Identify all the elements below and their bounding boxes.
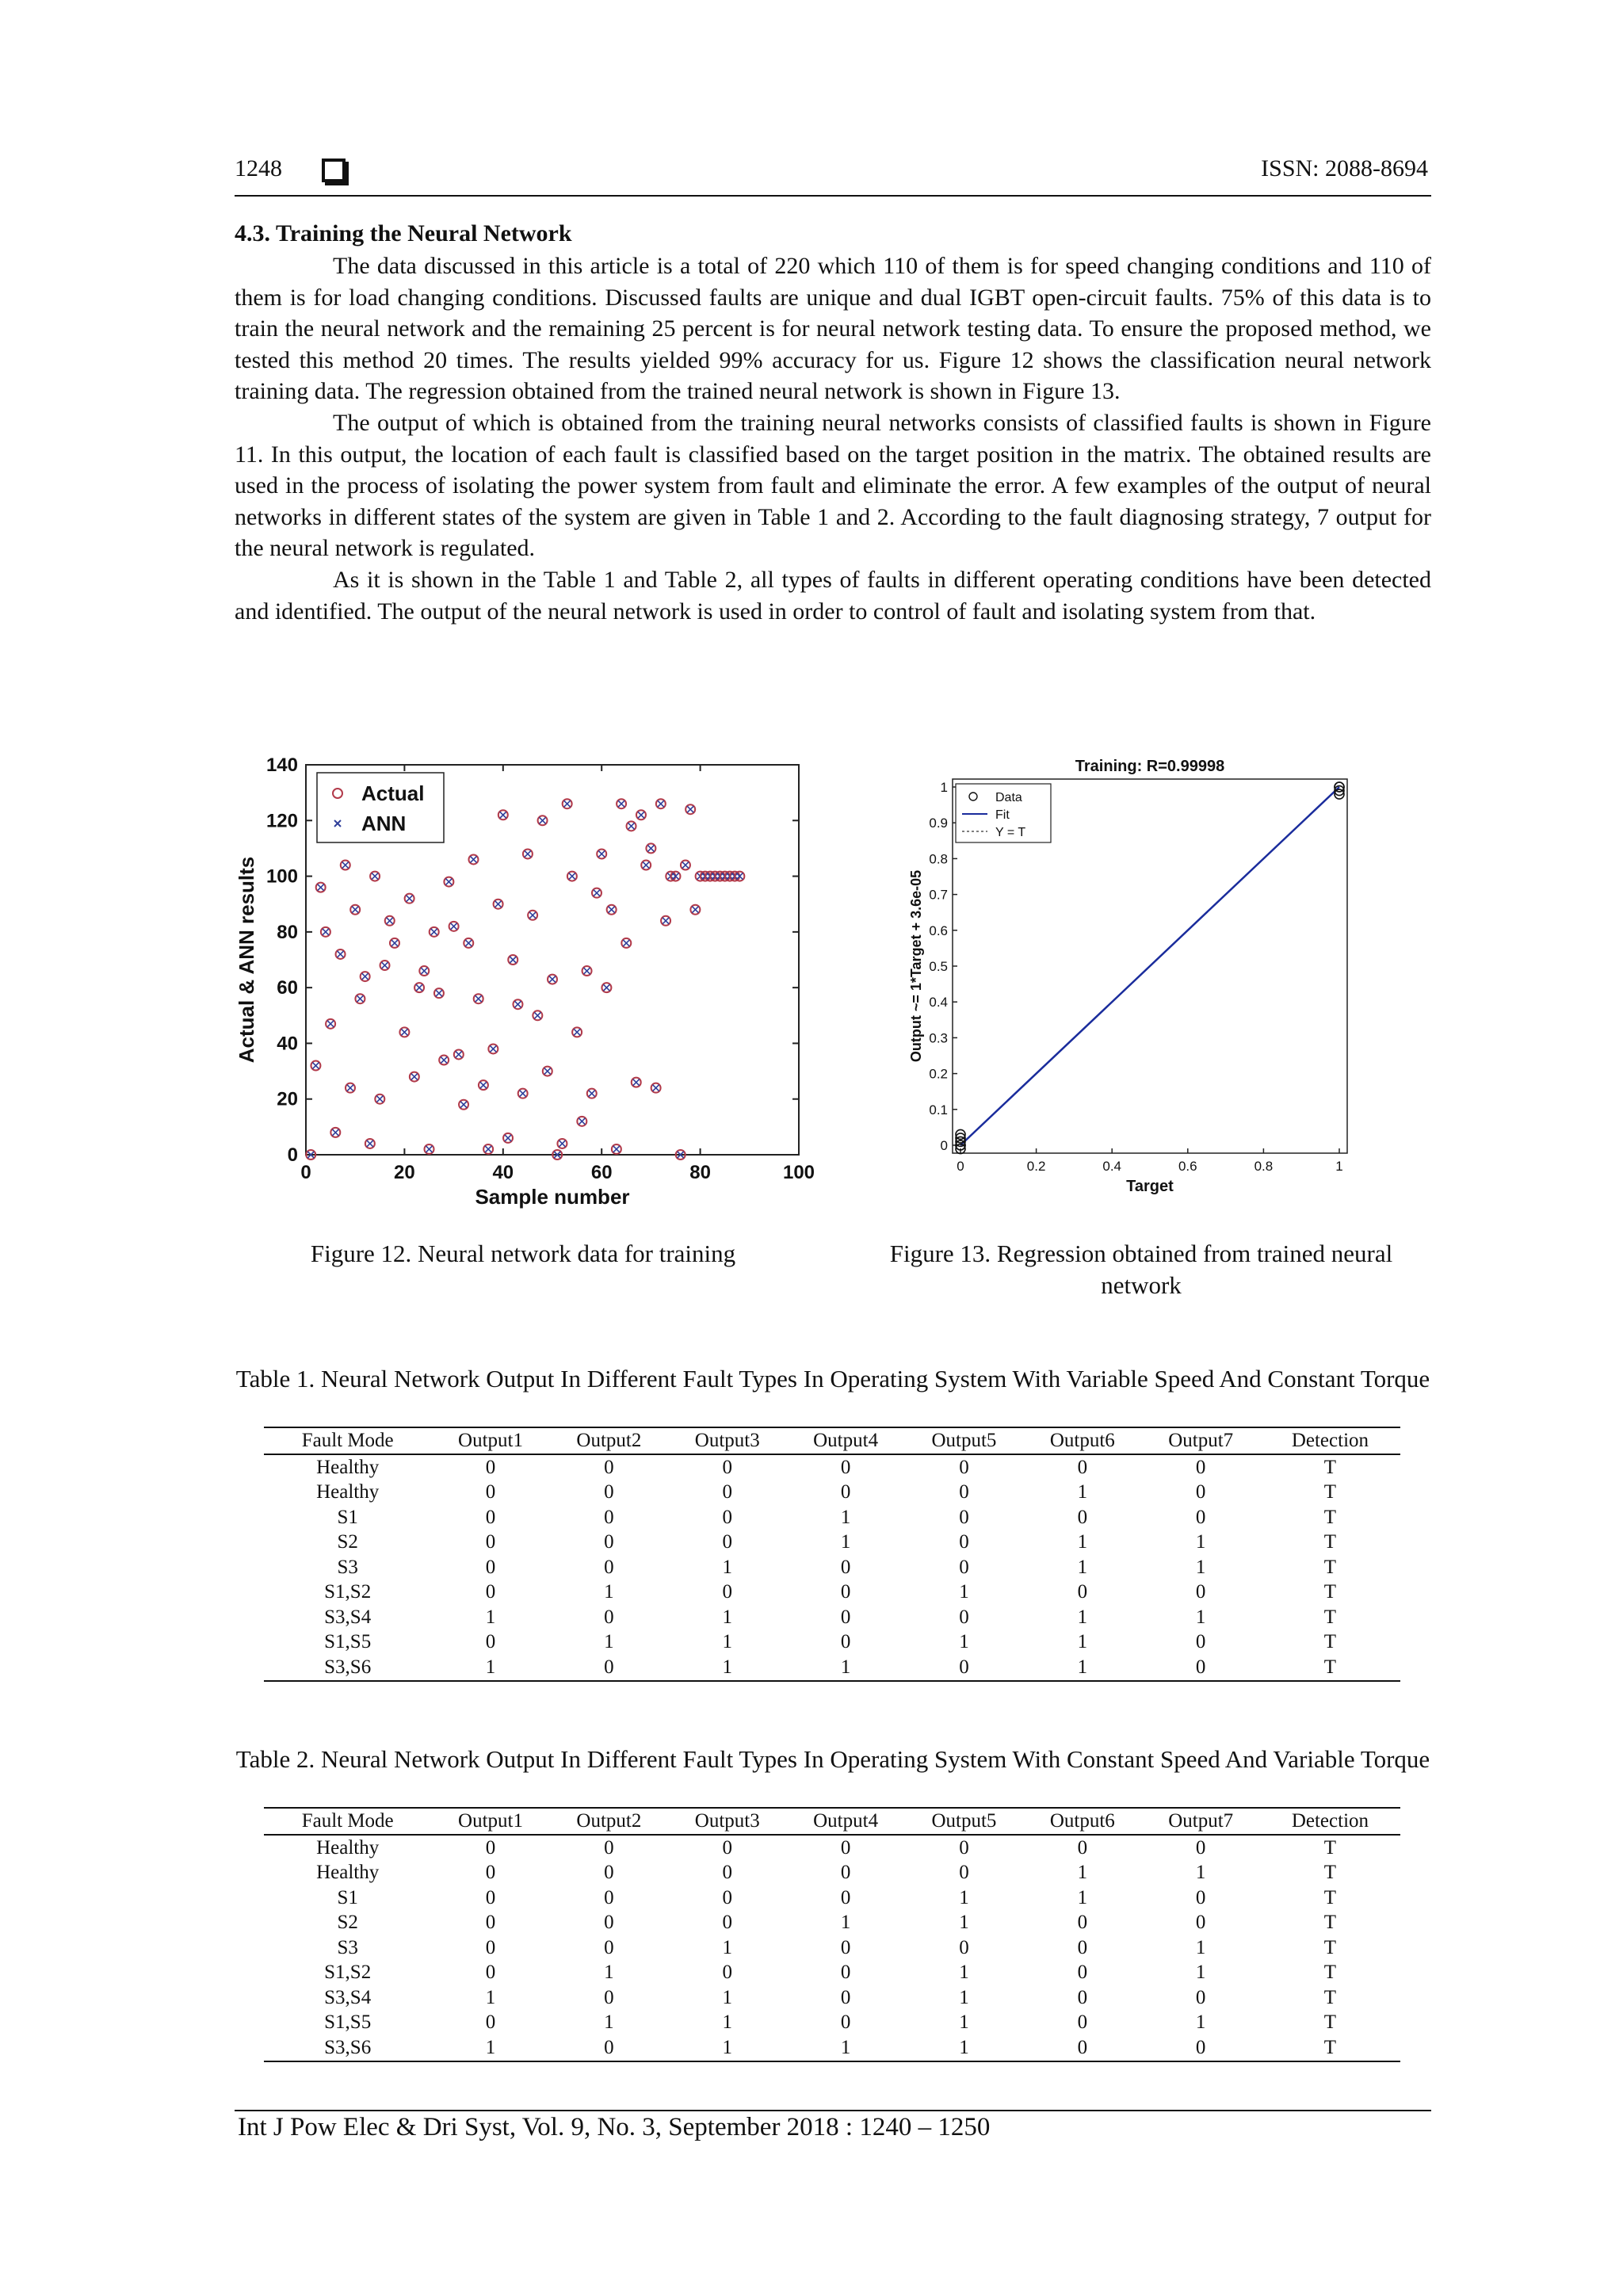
table-cell: 0 <box>1195 1456 1206 1478</box>
x-tick-label: 60 <box>590 1162 613 1183</box>
table-cell: 0 <box>840 1936 851 1958</box>
figure-12-caption: Figure 12. Neural network data for training <box>310 1240 736 1267</box>
table-cell: 1 <box>1195 1531 1206 1553</box>
table-cell: 0 <box>959 1836 969 1859</box>
table-cell: 1 <box>959 2011 969 2034</box>
table-cell: 0 <box>550 1655 668 1681</box>
x-axis-label: Target <box>1126 1178 1174 1195</box>
y-tick-label: 0 <box>287 1144 298 1166</box>
x-tick-label: 20 <box>394 1162 415 1183</box>
y-tick-label: 0.4 <box>929 995 948 1010</box>
figure-13-caption: Figure 13. Regression obtained from trained neural network <box>889 1240 1393 1299</box>
table-cell: 1 <box>1195 1936 1206 1958</box>
table-cell: 0 <box>485 1506 496 1528</box>
table-cell: S1,S5 <box>324 1631 372 1653</box>
table-cell: T <box>1260 1655 1400 1681</box>
table-row <box>264 2035 1400 2061</box>
x-tick-label: 0.2 <box>1026 1159 1046 1174</box>
table-cell: 0 <box>722 1862 732 1884</box>
y-tick-label: 0.3 <box>929 1030 948 1046</box>
section-title: 4.3. Training the Neural Network <box>235 220 572 246</box>
table-cell: 0 <box>959 1506 969 1528</box>
table-cell: 1 <box>1195 1962 1206 1984</box>
table-cell: T <box>1323 1912 1337 1934</box>
table-cell: 1 <box>668 1655 786 1681</box>
table-cell: 1 <box>604 1631 614 1653</box>
table-cell: 0 <box>840 1631 851 1653</box>
table-cell: 0 <box>1077 1986 1088 2008</box>
table-cell: 0 <box>722 1481 732 1503</box>
page-number: 1248 <box>235 155 282 181</box>
table-cell: S1 <box>337 1886 358 1908</box>
x-tick-label: 0 <box>957 1159 964 1174</box>
x-tick-label: 1 <box>1335 1159 1343 1174</box>
column-header: Output3 <box>668 1808 786 1835</box>
table-cell: 1 <box>959 1986 969 2008</box>
table-row <box>264 1505 1400 1530</box>
legend-actual-label: Actual <box>361 781 425 805</box>
table-cell: 0 <box>485 2011 496 2034</box>
y-tick-label: 0.7 <box>929 887 948 903</box>
y-tick-label: 0.1 <box>929 1102 948 1117</box>
table-cell: 1 <box>485 1606 496 1628</box>
y-tick-label: 0.6 <box>929 923 948 938</box>
table-cell: 0 <box>840 1862 851 1884</box>
table-cell: 0 <box>604 1936 614 1958</box>
table-cell: 0 <box>604 1556 614 1578</box>
y-tick-label: 80 <box>277 921 298 943</box>
table-1 <box>264 1427 1400 1682</box>
column-header: Output6 <box>1023 1427 1141 1454</box>
chart-title: Training: R=0.99998 <box>1075 758 1225 775</box>
table-row <box>264 1454 1400 1480</box>
table-row <box>264 1911 1400 1936</box>
paragraph: The output of which is obtained from the training neural networks consists of classified faults is shown in Figure 11. In this output, the location of each fault is classified based on the target position in the matrix. The obtained results are used in the process of isolating the power system from fault and eliminate the error. A few examples of the output of neural networks in different states of the system are given in Table 1 and 2. According to the fault diagnosing strategy, 7 output for the neural network is regulated. <box>235 409 1431 562</box>
table-row <box>264 1630 1400 1656</box>
table-1-title: Table 1. Neural Network Output In Different Fault Types In Operating System With Variable Speed And Constant Torque <box>235 1365 1430 1392</box>
table-cell: 1 <box>1077 1862 1088 1884</box>
table-cell: S3 <box>337 1556 358 1578</box>
table-cell: 0 <box>959 1531 969 1553</box>
table-cell: 0 <box>485 1912 496 1934</box>
table-cell: 0 <box>1142 2035 1260 2061</box>
table-row <box>264 1885 1400 1911</box>
table-cell: 0 <box>604 1862 614 1884</box>
table-cell: S3 <box>337 1936 358 1958</box>
x-tick-label: 0 <box>300 1162 311 1183</box>
table-cell: T <box>1323 1862 1337 1884</box>
table-cell: 0 <box>485 1556 496 1578</box>
y-tick-label: 1 <box>940 780 948 795</box>
table-header-row <box>264 1808 1400 1835</box>
table-cell: 1 <box>431 2035 549 2061</box>
table-cell: 0 <box>485 1936 496 1958</box>
y-tick-label: 120 <box>265 810 298 832</box>
table-cell: 0 <box>840 1986 851 2008</box>
x-tick-label: 0.8 <box>1254 1159 1274 1174</box>
table-cell: 0 <box>1195 1581 1206 1603</box>
table-cell: 0 <box>722 1506 732 1528</box>
x-tick-label: 80 <box>689 1162 711 1183</box>
table-cell: T <box>1323 1531 1337 1553</box>
table-cell: S2 <box>337 1912 358 1934</box>
table-cell: S1,S2 <box>324 1581 372 1603</box>
table-row <box>264 1935 1400 1961</box>
table-cell: 0 <box>1077 1506 1088 1528</box>
table-cell: T <box>1323 1936 1337 1958</box>
footer-rule <box>235 2110 1431 2111</box>
legend-fit-label: Fit <box>995 808 1010 822</box>
y-tick-label: 0 <box>940 1138 948 1153</box>
table-cell: Healthy <box>316 1456 380 1478</box>
table-cell: 1 <box>431 1655 549 1681</box>
table-cell: T <box>1323 1481 1337 1503</box>
table-cell: S3,S6 <box>264 1655 431 1681</box>
table-cell: 0 <box>485 1631 496 1653</box>
table-cell: 1 <box>840 1506 851 1528</box>
table-cell: 0 <box>604 1912 614 1934</box>
table-cell: T <box>1323 1986 1337 2008</box>
column-header: Output4 <box>786 1427 904 1454</box>
table-cell: 0 <box>722 1962 732 1984</box>
x-tick-label: 40 <box>492 1162 514 1183</box>
table-cell: 1 <box>722 1936 732 1958</box>
column-header: Output7 <box>1142 1808 1260 1835</box>
legend-ann-label: ANN <box>361 812 407 835</box>
table-cell: 0 <box>1077 1836 1088 1859</box>
y-tick-label: 0.2 <box>929 1066 948 1082</box>
y-axis-label: Output ~= 1*Target + 3.6e-05 <box>908 869 924 1063</box>
table-row <box>264 1961 1400 1986</box>
table-cell: 0 <box>1077 1456 1088 1478</box>
legend-yt-label: Y = T <box>995 826 1026 839</box>
table-cell: 0 <box>959 1936 969 1958</box>
paragraph: As it is shown in the Table 1 and Table 2, all types of faults in different operating conditions have been detected and identified. The output of the neural network is used in order to control of fault and isolating system from that. <box>235 566 1431 625</box>
table-2 <box>264 1807 1400 2062</box>
figure-12-scatter-chart <box>235 749 837 1209</box>
table-cell: 0 <box>1195 1631 1206 1653</box>
issn: ISSN: 2088-8694 <box>1261 155 1428 181</box>
table-cell: 1 <box>1077 1481 1088 1503</box>
table-cell: Healthy <box>316 1862 380 1884</box>
table-cell: 0 <box>1023 2035 1141 2061</box>
column-header: Output5 <box>905 1808 1023 1835</box>
table-cell: 1 <box>786 1655 904 1681</box>
table-cell: 1 <box>604 2011 614 2034</box>
table-row <box>264 1605 1400 1630</box>
table-header-row <box>264 1427 1400 1454</box>
table-cell: 1 <box>1077 1631 1088 1653</box>
table-cell: 0 <box>959 1606 969 1628</box>
table-cell: 0 <box>485 1836 496 1859</box>
table-row <box>264 1985 1400 2011</box>
x-tick-label: 100 <box>782 1162 815 1183</box>
table-cell: 0 <box>1077 1936 1088 1958</box>
table-cell: 0 <box>959 1481 969 1503</box>
column-header: Detection <box>1260 1427 1400 1454</box>
column-header: Output5 <box>905 1427 1023 1454</box>
table-cell: 1 <box>1195 1606 1206 1628</box>
header-rule <box>235 195 1431 197</box>
column-header: Output6 <box>1023 1808 1141 1835</box>
table-cell: T <box>1323 1886 1337 1908</box>
y-tick-label: 20 <box>277 1088 298 1110</box>
table-cell: 0 <box>485 1481 496 1503</box>
column-header: Output1 <box>431 1808 549 1835</box>
table-cell: 1 <box>1195 2011 1206 2034</box>
table-cell: 1 <box>604 1962 614 1984</box>
table-cell: T <box>1323 1606 1337 1628</box>
table-cell: 0 <box>840 1581 851 1603</box>
table-cell: S2 <box>337 1531 358 1553</box>
table-cell: 1 <box>722 2011 732 2034</box>
y-tick-label: 100 <box>265 865 298 888</box>
table-cell: 0 <box>722 1912 732 1934</box>
table-cell: 1 <box>786 2035 904 2061</box>
table-cell: 1 <box>1195 1556 1206 1578</box>
table-cell: 0 <box>959 1556 969 1578</box>
table-cell: 1 <box>959 1962 969 1984</box>
table-row <box>264 1555 1400 1580</box>
table-cell: 0 <box>840 1556 851 1578</box>
table-cell: T <box>1323 1556 1337 1578</box>
y-tick-label: 40 <box>277 1033 298 1055</box>
table-cell: 1 <box>722 1631 732 1653</box>
table-cell: 0 <box>1077 1581 1088 1603</box>
table-cell: 0 <box>905 1655 1023 1681</box>
table-cell: 0 <box>604 1481 614 1503</box>
column-header: Fault Mode <box>264 1427 431 1454</box>
table-cell: 0 <box>722 1836 732 1859</box>
footer-citation: Int J Pow Elec & Dri Syst, Vol. 9, No. 3, September 2018 : 1240 – 1250 <box>238 2113 991 2141</box>
legend-data-label: Data <box>995 791 1022 804</box>
table-cell: 0 <box>485 1456 496 1478</box>
table-cell: S3,S6 <box>264 2035 431 2061</box>
table-cell: T <box>1323 1456 1337 1478</box>
table-cell: 0 <box>1195 1986 1206 2008</box>
section-body <box>235 250 1431 627</box>
table-cell: 1 <box>722 1606 732 1628</box>
table-cell: 0 <box>604 1506 614 1528</box>
y-tick-label: 0.9 <box>929 816 948 831</box>
table-cell: 1 <box>722 1556 732 1578</box>
table-cell: 1 <box>485 1986 496 2008</box>
table-cell: 0 <box>1195 1886 1206 1908</box>
table-cell: T <box>1323 1581 1337 1603</box>
table-cell: 0 <box>722 1456 732 1478</box>
table-cell: S1 <box>337 1506 358 1528</box>
table-cell: 0 <box>1077 1912 1088 1934</box>
table-cell: T <box>1323 1506 1337 1528</box>
table-cell: 0 <box>722 1531 732 1553</box>
y-tick-label: 0.8 <box>929 851 948 867</box>
table-cell: T <box>1323 1962 1337 1984</box>
table-row <box>264 1861 1400 1886</box>
x-tick-label: 0.6 <box>1178 1159 1197 1174</box>
column-header: Output7 <box>1142 1427 1260 1454</box>
y-tick-label: 0.5 <box>929 959 948 974</box>
table-cell: 0 <box>840 1962 851 1984</box>
header-square-icon <box>322 159 346 182</box>
y-tick-label: 140 <box>265 755 298 776</box>
table-row <box>264 2011 1400 2036</box>
y-axis-label: Actual & ANN results <box>235 856 258 1064</box>
table-cell: 0 <box>485 1862 496 1884</box>
table-cell: 0 <box>604 1836 614 1859</box>
table-cell: 1 <box>959 1581 969 1603</box>
table-cell: 0 <box>485 1581 496 1603</box>
table-cell: 0 <box>840 1606 851 1628</box>
table-cell: 1 <box>1077 1886 1088 1908</box>
table-row <box>264 1480 1400 1506</box>
table-cell: Healthy <box>316 1836 380 1859</box>
table-cell: 1 <box>959 1912 969 1934</box>
table-cell: T <box>1260 2035 1400 2061</box>
table-cell: 1 <box>722 1986 732 2008</box>
table-cell: 1 <box>1077 1556 1088 1578</box>
table-cell: 1 <box>840 1531 851 1553</box>
column-header: Output4 <box>786 1808 904 1835</box>
table-row <box>264 1655 1400 1681</box>
table-cell: S3,S4 <box>324 1606 372 1628</box>
column-header: Output2 <box>550 1427 668 1454</box>
table-cell: 0 <box>604 1886 614 1908</box>
table-cell: 1 <box>1023 1655 1141 1681</box>
table-cell: 0 <box>1077 2011 1088 2034</box>
table-cell: 1 <box>959 1886 969 1908</box>
table-row <box>264 1580 1400 1606</box>
table-cell: 0 <box>840 1886 851 1908</box>
column-header: Detection <box>1260 1808 1400 1835</box>
x-axis-label: Sample number <box>475 1185 630 1209</box>
table-cell: T <box>1323 1631 1337 1653</box>
table-cell: 1 <box>959 1631 969 1653</box>
figure-13-regression-chart <box>903 749 1379 1209</box>
y-tick-label: 60 <box>277 977 298 999</box>
table-cell: 0 <box>840 1836 851 1859</box>
table-cell: 1 <box>604 1581 614 1603</box>
table-cell: 0 <box>485 1531 496 1553</box>
table-cell: 0 <box>550 2035 668 2061</box>
table-cell: 0 <box>959 1862 969 1884</box>
table-cell: 0 <box>840 1456 851 1478</box>
table-cell: 0 <box>604 1606 614 1628</box>
table-cell: 1 <box>840 1912 851 1934</box>
table-cell: 1 <box>1077 1531 1088 1553</box>
table-cell: 0 <box>1195 1912 1206 1934</box>
table-cell: 0 <box>722 1886 732 1908</box>
table-cell: 0 <box>1195 1506 1206 1528</box>
table-cell: 0 <box>840 2011 851 2034</box>
column-header: Output1 <box>431 1427 549 1454</box>
table-cell: 0 <box>1195 1481 1206 1503</box>
table-cell: 0 <box>604 1986 614 2008</box>
column-header: Fault Mode <box>264 1808 431 1835</box>
table-cell: 1 <box>1195 1862 1206 1884</box>
table-cell: 0 <box>959 1456 969 1478</box>
table-cell: T <box>1323 1836 1337 1859</box>
table-cell: Healthy <box>316 1481 380 1503</box>
table-cell: 0 <box>722 1581 732 1603</box>
table-cell: 1 <box>905 2035 1023 2061</box>
table-cell: 0 <box>485 1962 496 1984</box>
column-header: Output2 <box>550 1808 668 1835</box>
paragraph: The data discussed in this article is a total of 220 which 110 of them is for speed changing conditions and 110 of them is for load changing conditions. Discussed faults are unique and dual IGBT open-circuit faults. 75% of this data is to train the neural network and the remaining 25 percent is for neural network testing data. To ensure the proposed method, we tested this method 20 times. The results yielded 99% accuracy for us. Figure 12 shows the classification neural network training data. The regression obtained from the trained neural network is shown in Figure 13. <box>235 253 1431 405</box>
table-cell: S1,S2 <box>324 1962 372 1984</box>
table-cell: 0 <box>1142 1655 1260 1681</box>
table-cell: 0 <box>604 1456 614 1478</box>
column-header: Output3 <box>668 1427 786 1454</box>
table-row <box>264 1530 1400 1556</box>
table-cell: 0 <box>1195 1836 1206 1859</box>
table-cell: 0 <box>840 1481 851 1503</box>
table-2-title: Table 2. Neural Network Output In Different Fault Types In Operating System With Constant Speed And Variable Torque <box>235 1745 1430 1773</box>
table-cell: 1 <box>668 2035 786 2061</box>
table-cell: 0 <box>604 1531 614 1553</box>
table-cell: S1,S5 <box>324 2011 372 2034</box>
table-cell: T <box>1323 2011 1337 2034</box>
table-cell: 0 <box>1077 1962 1088 1984</box>
table-cell: 1 <box>1077 1606 1088 1628</box>
x-tick-label: 0.4 <box>1102 1159 1122 1174</box>
table-cell: S3,S4 <box>324 1986 372 2008</box>
table-row <box>264 1835 1400 1861</box>
table-cell: 0 <box>485 1886 496 1908</box>
